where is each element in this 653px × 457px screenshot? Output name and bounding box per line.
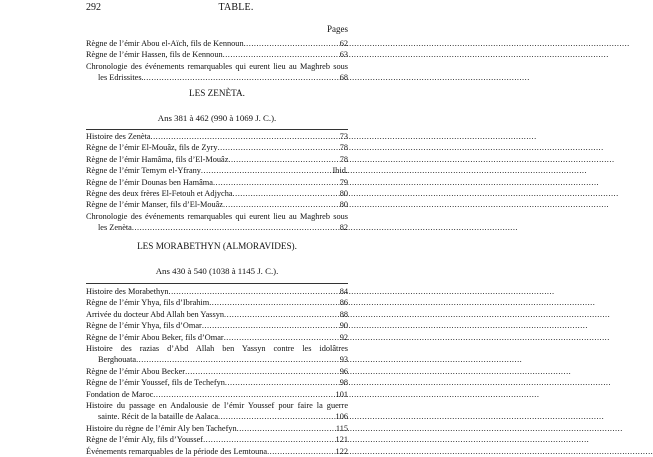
toc-entry-page: 115 <box>335 423 348 433</box>
toc-entry-continuation <box>86 354 348 365</box>
toc-entry-page: 86 <box>339 298 348 308</box>
dot-leader <box>225 377 340 388</box>
toc-entry-title: Règne de l’émir El-Mouâz, fils de Zyry <box>86 143 218 153</box>
toc-entry-continuation <box>86 72 348 83</box>
toc-entry <box>86 434 348 445</box>
toc-entry <box>86 211 348 234</box>
toc-entry <box>86 366 348 377</box>
toc-entry-title: Règne de l’émir Abou Becker <box>86 366 186 376</box>
dot-leader <box>244 38 340 49</box>
dot-leader <box>153 389 335 400</box>
dot-leader <box>213 177 340 188</box>
toc-entry-page: 98 <box>339 378 348 388</box>
toc-entry-title: Histoire du règne de l’émir Aly ben Tachefyn <box>86 423 237 433</box>
toc-entry-page: 62 <box>339 39 348 48</box>
toc-block-morabethyn <box>86 286 348 457</box>
dot-leader <box>185 366 340 377</box>
toc-entry-page: 96 <box>339 366 348 376</box>
dot-leader <box>132 222 340 233</box>
dot-leader <box>203 434 335 445</box>
toc-entry-title: Histoire des razias d’Abd Allah ben Yassyn contre les idolâtres <box>86 344 348 354</box>
running-title: TABLE. <box>218 2 254 13</box>
dot-leader <box>209 297 340 308</box>
toc-entry <box>86 309 348 320</box>
section-range-zeneta: Ans 381 à 462 (990 à 1069 J. C.). <box>157 113 277 123</box>
toc-entry <box>86 49 348 60</box>
toc-entry <box>86 446 348 457</box>
toc-entry-title: Règne de l’émir Hassen, fils de Kennoun <box>86 50 223 60</box>
toc-entry-title: Chronologie des événements remarquables qui eurent lieu au Maghreb sous <box>86 211 348 221</box>
section-heading-morabethyn: LES MORABETHYN (ALMORAVIDES). <box>137 241 297 251</box>
toc-entry-title: Règne de l’émir Temym el-Yfrany <box>86 166 201 176</box>
toc-entry <box>86 177 348 188</box>
toc-entry-title: Règne de l’émir Abou el-Aïch, fils de Kennoun <box>86 39 244 48</box>
toc-entry-title: Histoire du passage en Andalousie de l’émir Youssef pour faire la guerre <box>86 401 348 411</box>
toc-entry <box>86 389 348 400</box>
toc-entry <box>86 343 348 366</box>
toc-entry-page: 73 <box>339 132 348 141</box>
dot-leader <box>202 320 340 331</box>
dot-leader <box>201 165 333 176</box>
dot-leader <box>218 142 340 153</box>
dot-leader <box>136 354 340 365</box>
toc-entry <box>86 131 348 142</box>
toc-entry-page: 122 <box>335 446 348 456</box>
toc-entry-title: Règne de l’émir Aly, fils d’Youssef <box>86 435 204 445</box>
dot-leader <box>224 332 340 343</box>
toc-entry <box>86 165 348 176</box>
toc-entry-page: 80 <box>339 189 348 199</box>
toc-entry-page: 101 <box>335 389 348 399</box>
toc-entry-title: Règne de l’émir Manser, fils d’El-Mouâz <box>86 200 223 210</box>
section-rule <box>86 129 348 130</box>
toc-entry <box>86 38 348 49</box>
toc-entry-page: 79 <box>339 177 348 187</box>
toc-entry-page: 106 <box>335 412 348 422</box>
dot-leader <box>144 72 340 83</box>
toc-entry-continuation <box>86 222 348 233</box>
toc-entry <box>86 297 348 308</box>
toc-entry-page: 121 <box>335 435 348 445</box>
toc-entry-title: Règne de l’émir Hamâma, fils d’El-Mouâz <box>86 154 229 164</box>
toc-entry <box>86 332 348 343</box>
toc-entry <box>86 286 348 297</box>
toc-entry-title-cont: les Zenèta <box>98 223 132 233</box>
toc-entry-page: 68 <box>339 73 348 83</box>
toc-entry-page: 93 <box>339 355 348 365</box>
toc-entry-title: Histoire des Morabethyn <box>86 287 169 296</box>
toc-entry-page: 92 <box>339 332 348 342</box>
toc-entry-title: Règne de l’émir Dounas ben Hamâma <box>86 177 213 187</box>
dot-leader <box>218 411 336 422</box>
toc-entry-title-cont: les Edrissites. <box>98 73 144 83</box>
toc-entry <box>86 377 348 388</box>
toc-entry-page: 78 <box>339 154 348 164</box>
toc-entry-page: 88 <box>339 309 348 319</box>
toc-entry-title: Règne de l’émir Youssef, fils de Techefyn <box>86 378 225 388</box>
toc-entry-title: Histoire des Zenèta <box>86 132 151 141</box>
dot-leader <box>224 309 340 320</box>
dot-leader <box>267 446 335 457</box>
toc-entry-page: 82 <box>339 223 348 233</box>
toc-entry-page: Ibid. <box>332 166 348 176</box>
toc-entry-title: Fondation de Maroc <box>86 389 154 399</box>
toc-entry <box>86 142 348 153</box>
toc-entry <box>86 199 348 210</box>
toc-entry-page: 78 <box>339 143 348 153</box>
toc-entry-page: 84 <box>339 287 348 296</box>
dot-leader <box>223 49 340 60</box>
dot-leader <box>151 131 340 142</box>
toc-block-edrissites <box>86 38 348 84</box>
toc-entry-title-cont: Berghouata <box>98 355 137 365</box>
toc-entry-title: Règne de l’émir Abou Beker, fils d’Omar <box>86 332 224 342</box>
toc-entry-continuation <box>86 411 348 422</box>
toc-block-zeneta <box>86 131 348 234</box>
toc-entry-title: Chronologie des événements remarquables qui eurent lieu au Maghreb sous <box>86 61 348 71</box>
toc-entry-title: Règne des deux frères El-Fetouh et Adjycha <box>86 189 233 199</box>
toc-entry-page: 63 <box>339 50 348 60</box>
toc-entry-page: 90 <box>339 321 348 331</box>
toc-entry-title: Règne de l’émir Yhya, fils d’Ibrahim <box>86 298 210 308</box>
dot-leader <box>223 199 340 210</box>
toc-entry <box>86 423 348 434</box>
pages-column-label: Pages <box>327 24 348 34</box>
section-heading-zeneta: LES ZENÈTA. <box>189 88 245 98</box>
toc-entry-page: 80 <box>339 200 348 210</box>
toc-entry <box>86 61 348 84</box>
toc-entry <box>86 320 348 331</box>
section-rule <box>86 283 348 284</box>
toc-entry-title: Événements remarquables de la période des Lemtouna <box>86 446 268 456</box>
toc-entry <box>86 400 348 423</box>
toc-entry <box>86 188 348 199</box>
toc-entry-title: Arrivée du docteur Abd Allah ben Yassyn <box>86 309 225 319</box>
page-header <box>86 2 386 14</box>
section-range-morabethyn: Ans 430 à 540 (1038 à 1145 J. C.). <box>155 266 279 276</box>
dot-leader <box>169 286 340 297</box>
toc-entry-title: Règne de l’émir Yhya, fils d’Omar <box>86 321 202 331</box>
dot-leader <box>228 154 339 165</box>
dot-leader <box>233 188 340 199</box>
toc-entry-title-cont: sainte. Récit de la bataille de Aalaca <box>98 412 219 422</box>
toc-entry <box>86 154 348 165</box>
dot-leader <box>237 423 336 434</box>
page-number: 292 <box>86 2 101 13</box>
